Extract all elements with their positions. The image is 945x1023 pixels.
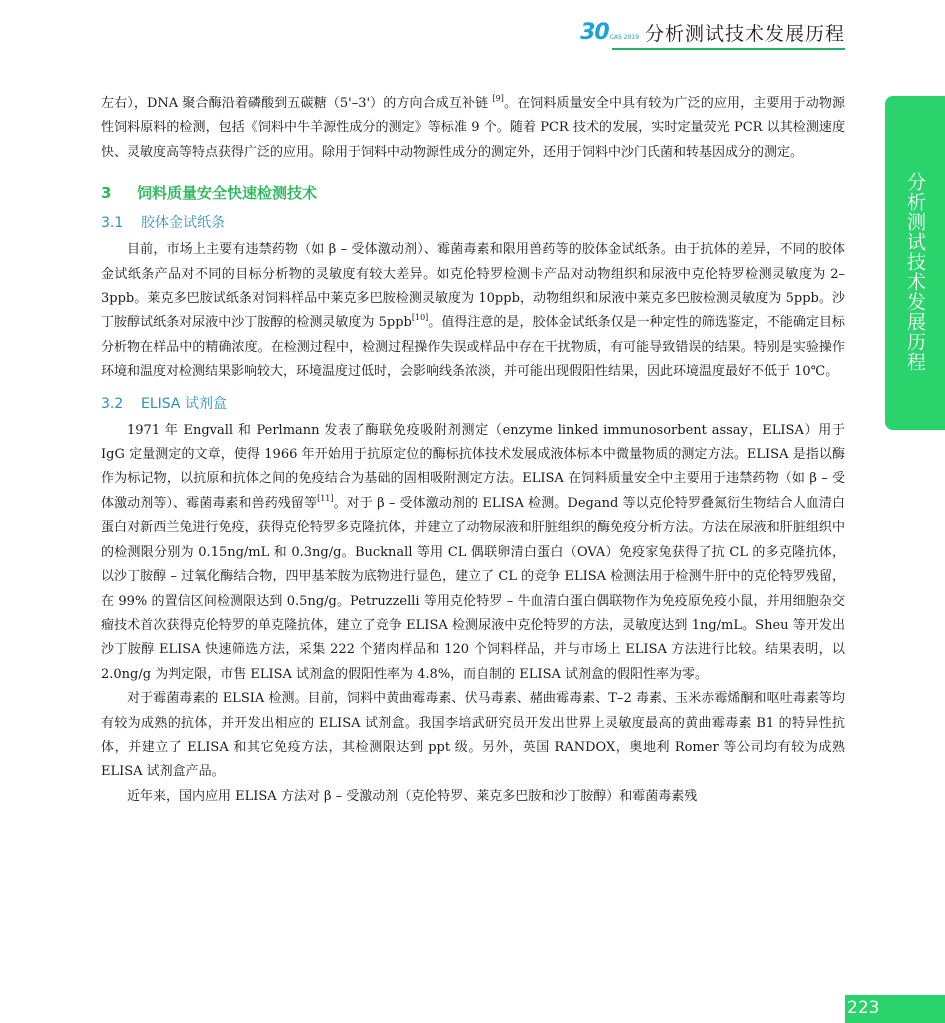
section-title: 饲料质量安全快速检测技术 [137,184,318,203]
paragraph-mycotoxin-elisa: 对于霉菌毒素的 ELSIA 检测。目前，饲料中黄曲霉毒素、伏马毒素、赭曲霉毒素、T–2 毒素、玉米赤霉烯酮和呕吐毒素等均有较为成熟的抗体，并开发出相应的 ELISA 试剂盒。我国李培武研究员开发出世界上灵敏度最高的黄曲霉毒素 B1 的特异性抗体，并建立了 ELISA 和其它免疫方法，其检测限达到 ppt 级。另外，英国 RANDOX，奥地利 Romer 等公司均有较为成熟 ELISA 试剂盒产品。 [101,691,845,780]
paragraph-colloidal-gold: 目前，市场上主要有违禁药物（如 β – 受体激动剂）、霉菌毒素和限用兽药等的胶体金试纸条。由于抗体的差异，不同的胶体金试纸条产品对不同的目标分析物的灵敏度有较大差异。如克伦特罗检测卡产品对动物组织和尿液中克伦特罗检测灵敏度为 2–3ppb。莱克多巴胺试纸条对饲料样品中莱克多巴胺检测灵敏度为 10ppb，动物组织和尿液中莱克多巴胺检测灵敏度为 5ppb。沙丁胺醇试纸条对尿液中沙丁胺醇的检测灵敏度为 5ppb[10]。值得注意的是，胶体金试纸条仅是一种定性的筛选鉴定，不能确定目标分析物在样品中的精确浓度。在检测过程中，检测过程操作失误或样品中存在干扰物质，有可能导致错误的结果。特别是实验操作环境和温度对检测结果影响较大，环境温度过低时，会影响线条浓淡，并可能出现假阳性结果，因此环境温度最好不低于 10℃。 [101,242,845,380]
page-number-box [845,995,945,1023]
subsection-title: ELISA 试剂盒 [141,395,227,412]
page-number: 223 [847,998,880,1018]
logo-subtext: CAS 2019 [609,33,639,41]
subsection-number: 3.1 [101,215,124,232]
logo-number: 30 [580,19,609,45]
header-title: 分析测试技术发展历程 [644,22,845,45]
subsection-title: 胶体金试纸条 [141,215,225,232]
intro-paragraph: 左右），DNA 聚合酶沿着磷酸到五碳糖（5'–3'）的方向合成互补链 [9]。在饲料质量安全中具有较为广泛的应用，主要用于动物源性饲料原料的检测，包括《饲料中牛羊源性成分的测定》等标准 9 个。随着 PCR 技术的发展，实时定量荧光 PCR 以其检测速度快、灵敏度高等特点获得广泛的应用。除用于饲料中动物源性成分的测定外，还用于饲料中沙门氏菌和转基因成分的测定。 [101,94,845,160]
page-header [580,14,845,50]
side-tab-label: 分析测试技术发展历程 [904,172,926,372]
anniversary-logo [580,20,639,45]
subsection-heading-3-2 [101,393,845,415]
side-chapter-tab [885,96,945,430]
paragraph-elisa-history: 1971 年 Engvall 和 Perlmann 发表了酶联免疫吸附剂测定（enzyme linked immunosorbent assay，ELISA）用于 IgG 定量测定的文章，使得 1966 年开始用于抗原定位的酶标抗体技术发展成液体标本中微量物质的测定方法。ELISA 是指以酶作为标记物，以抗原和抗体之间的免疫结合为基础的固相吸附测定方法。ELISA 在饲料质量安全中主要用于违禁药物（如 β – 受体激动剂等）、霉菌毒素和兽药残留等[11]。对于 β – 受体激动剂的 ELISA 检测。Degand 等以克伦特罗叠氮衍生物结合人血清白蛋白对新西兰兔进行免疫，获得克伦特罗多克隆抗体，并建立了动物尿液和肝脏组织的酶免疫分析方法。方法在尿液和肝脏组织中的检测限分别为 0.15ng/mL 和 0.3ng/g。Bucknall 等用 CL 偶联卵清白蛋白（OVA）免疫家兔获得了抗 CL 的多克隆抗体，以沙丁胺醇 – 过氧化酶结合物，四甲基苯胺为底物进行显色，建立了 CL 的竞争 ELISA 检测法用于检测牛肝中的克伦特罗残留，在 99% 的置信区间检测限达到 0.5ng/g。Petruzzelli 等用克伦特罗 – 牛血清白蛋白偶联物作为免疫原免疫小鼠，并用细胞杂交瘤技术首次获得克伦特罗的单克隆抗体，建立了竞争 ELISA 检测尿液中克伦特罗的方法，灵敏度达到 1ng/mL。Sheu 等开发出沙丁胺醇 ELISA 快速筛选方法，采集 222 个猪肉样品和 120 个饲料样品，并与市场上 ELISA 方法进行比较。结果表明，以 2.0ng/g 为判定限，市售 ELISA 试剂盒的假阳性率为 4.8%，而自制的 ELISA 试剂盒的假阳性率为零。 [101,422,845,682]
header-divider [612,48,845,50]
section-number: 3 [101,184,112,203]
paragraph-recent-elisa: 近年来，国内应用 ELISA 方法对 β – 受激动剂（克伦特罗、莱克多巴胺和沙丁胺醇）和霉菌毒素残 [127,788,698,804]
section-heading-3 [101,182,845,204]
citation-ref: [11] [317,493,334,503]
article-body [101,92,845,809]
citation-ref: [10] [411,313,429,323]
citation-ref: [9] [492,94,504,103]
subsection-heading-3-1 [101,212,845,234]
subsection-number: 3.2 [101,395,124,412]
